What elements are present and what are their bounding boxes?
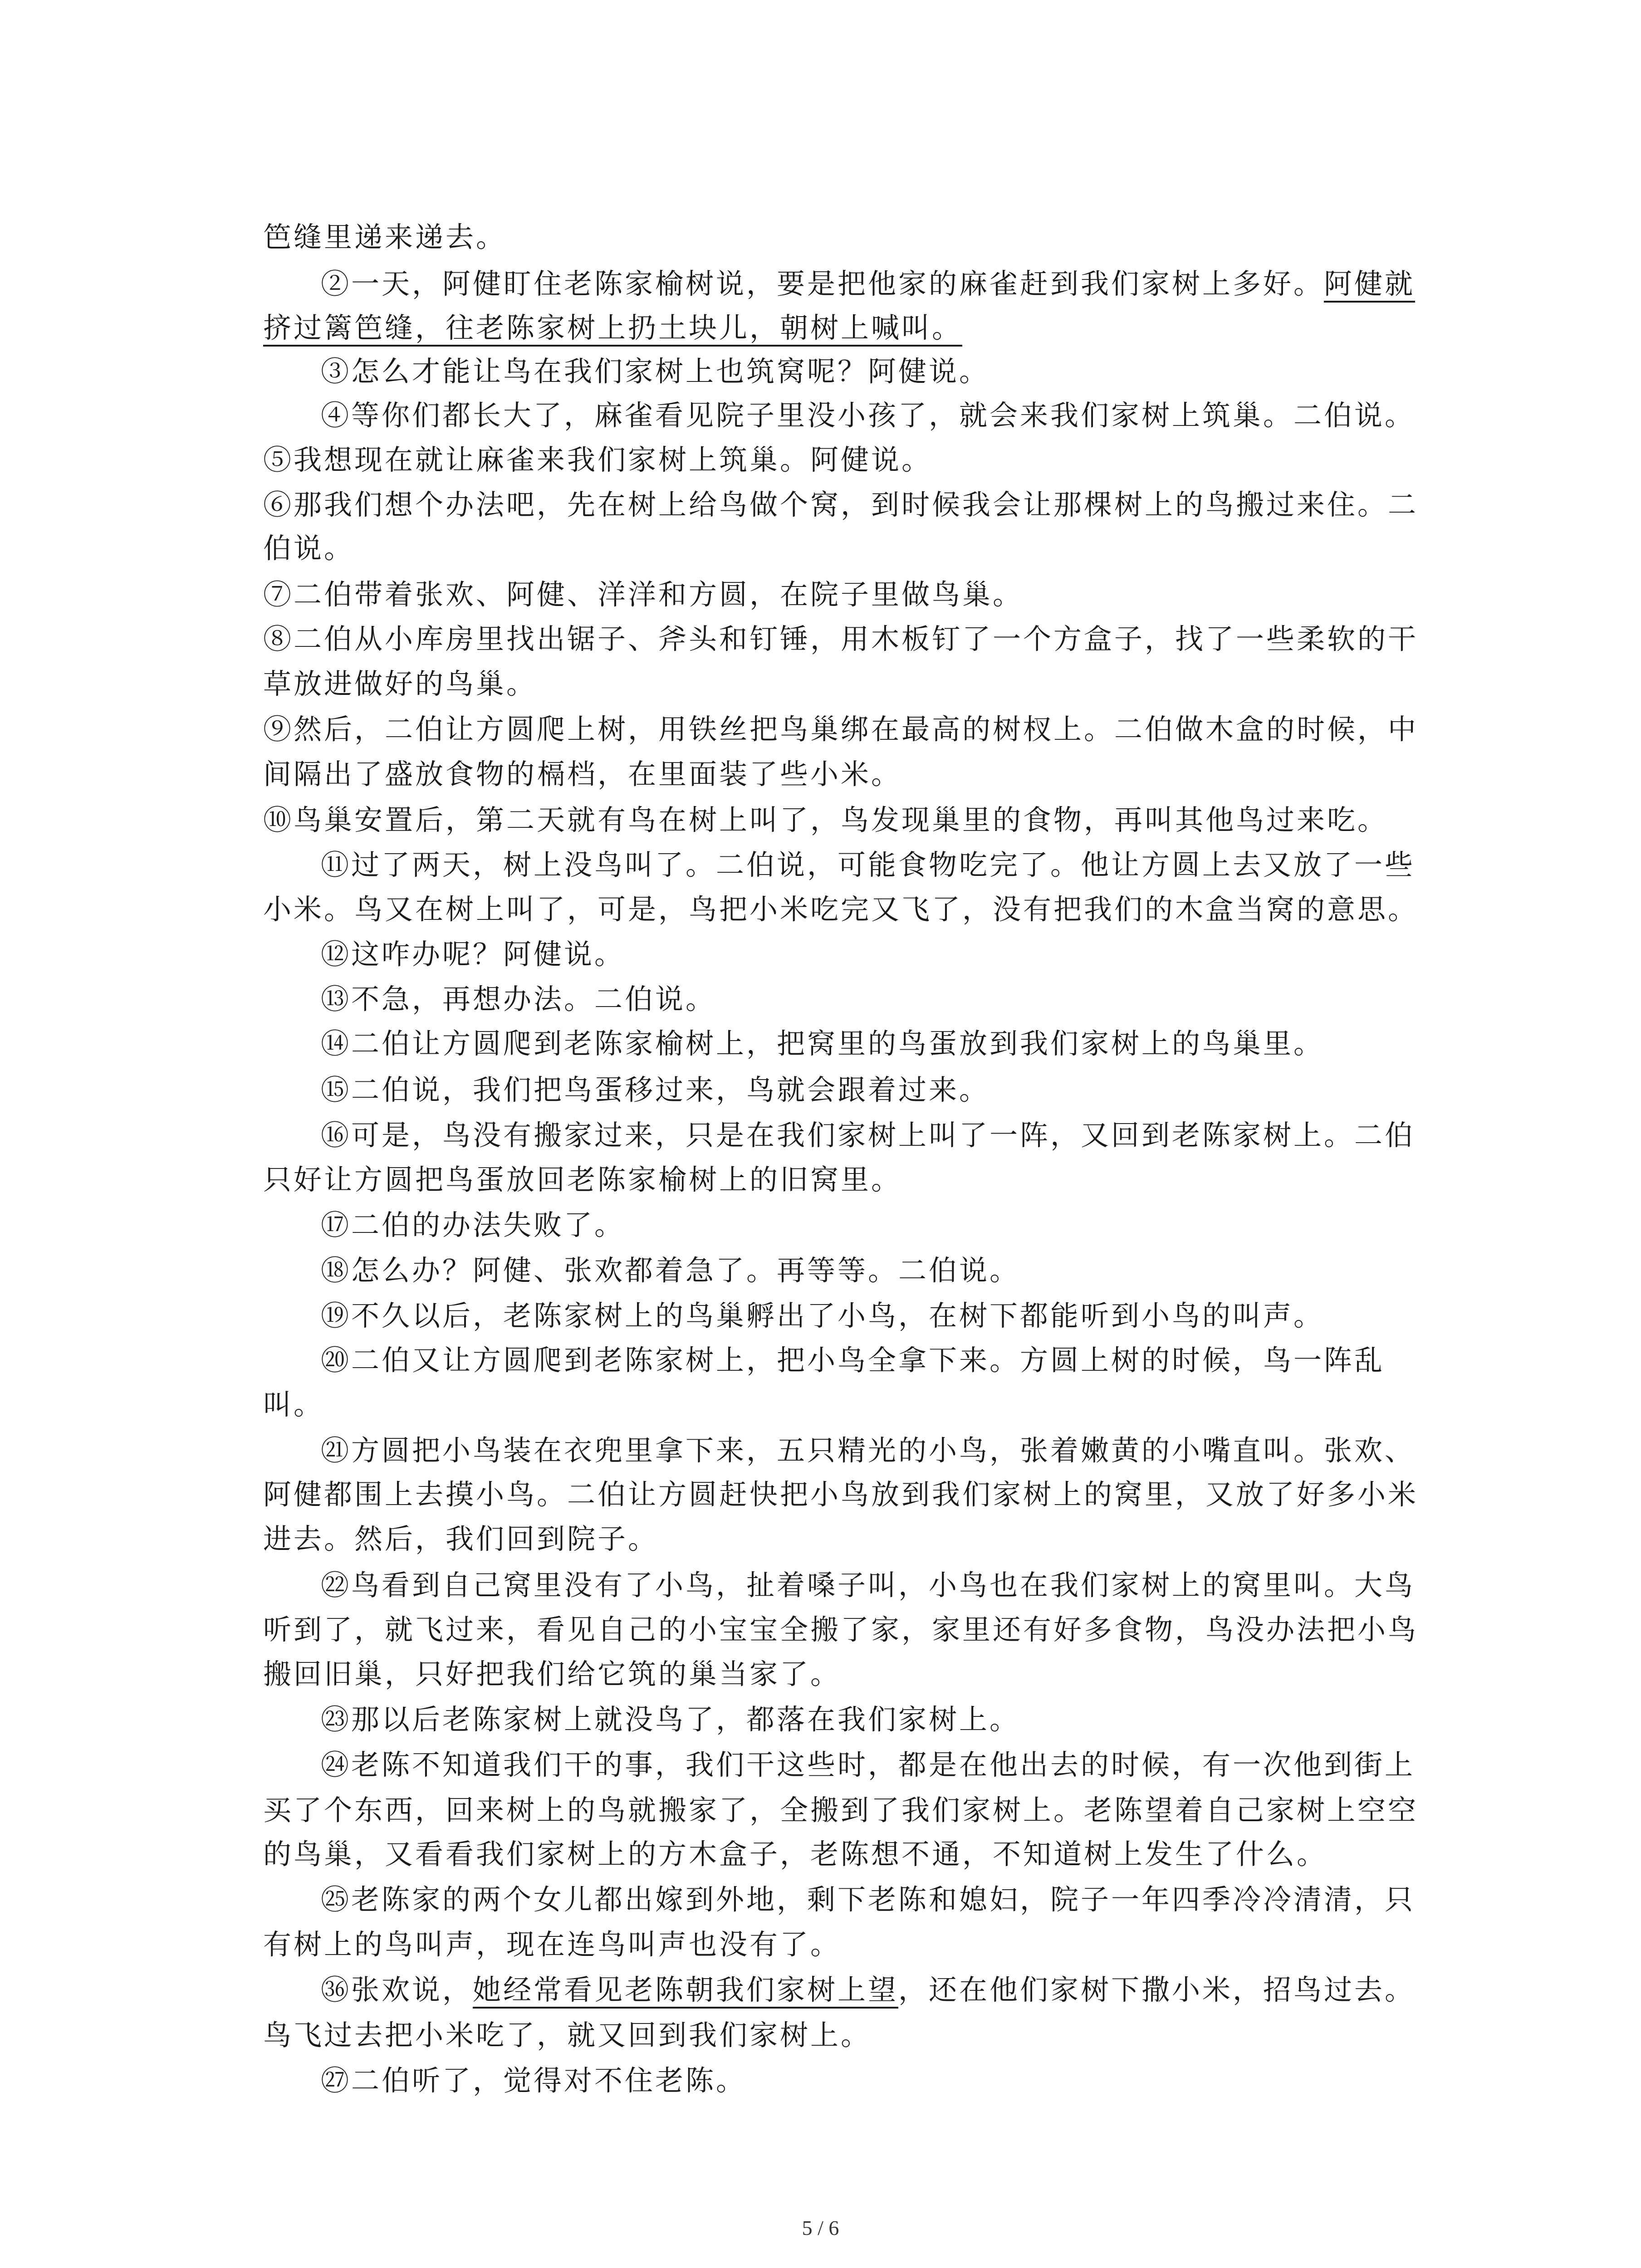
- text-line: 鸟飞过去把小米吃了，就又回到我们家树上。: [263, 2019, 872, 2052]
- underlined-text: 阿健就: [1324, 267, 1416, 300]
- text-line: ㉗二伯听了，觉得对不住老陈。: [321, 2064, 747, 2097]
- line-segment: ，还在他们家树下撒小米，招鸟过去。: [898, 1973, 1416, 2006]
- text-line: ⑧二伯从小库房里找出锯子、斧头和钉锤，用木板钉了一个方盒子，找了一些柔软的干: [263, 622, 1419, 655]
- text-line: ㉓那以后老陈家树上就没鸟了，都落在我们家树上。: [321, 1703, 1020, 1736]
- text-line: 间隔出了盛放食物的槅档，在里面装了些小米。: [263, 758, 902, 791]
- text-line: [321, 1973, 1416, 2006]
- line-segment: ㊱张欢说，: [321, 1973, 473, 2006]
- text-line: ⑩鸟巢安置后，第二天就有鸟在树上叫了，鸟发现巢里的食物，再叫其他鸟过来吃。: [263, 803, 1388, 836]
- text-line: ⑨然后，二伯让方圆爬上树，用铁丝把鸟巢绑在最高的树杈上。二伯做木盒的时候，中: [263, 713, 1419, 746]
- text-line: ④等你们都长大了，麻雀看见院子里没小孩了，就会来我们家树上筑巢。二伯说。: [321, 399, 1416, 432]
- text-line: ㉒鸟看到自己窝里没有了小鸟，扯着嗓子叫，小鸟也在我们家树上的窝里叫。大鸟: [321, 1569, 1416, 1602]
- text-line: ⑱怎么办？阿健、张欢都着急了。再等等。二伯说。: [321, 1254, 1020, 1287]
- text-line: 伯说。: [263, 532, 355, 565]
- text-line: ㉑方圆把小鸟装在衣兜里拿下来，五只精光的小鸟，张着嫩黄的小嘴直叫。张欢、: [321, 1434, 1416, 1467]
- text-line: 笆缝里递来递去。: [263, 220, 507, 254]
- text-line: [321, 267, 1416, 300]
- text-line: ⑲不久以后，老陈家树上的鸟巢孵出了小鸟，在树下都能听到小鸟的叫声。: [321, 1299, 1324, 1332]
- underlined-text: 她经常看见老陈朝我们家树上望: [473, 1973, 899, 2006]
- text-line: ⑤我想现在就让麻雀来我们家树上筑巢。阿健说。: [263, 443, 932, 476]
- text-line: 小米。鸟又在树上叫了，可是，鸟把小米吃完又飞了，没有把我们的木盒当窝的意思。: [263, 893, 1419, 926]
- page-number: 5 / 6: [802, 2216, 839, 2239]
- line-segment: ②一天，阿健盯住老陈家榆树说，要是把他家的麻雀赶到我们家树上多好。: [321, 267, 1324, 300]
- text-line: 有树上的鸟叫声，现在连鸟叫声也没有了。: [263, 1928, 841, 1961]
- text-line: 买了个东西，回来树上的鸟就搬家了，全搬到了我们家树上。老陈望着自己家树上空空: [263, 1794, 1419, 1827]
- text-line: 阿健都围上去摸小鸟。二伯让方圆赶快把小鸟放到我们家树上的窝里，又放了好多小米: [263, 1478, 1419, 1511]
- text-line: ㉕老陈家的两个女儿都出嫁到外地，剩下老陈和媳妇，院子一年四季冷冷清清，只: [321, 1883, 1416, 1916]
- text-line: ⑫这咋办呢？阿健说。: [321, 938, 625, 971]
- text-line: ⑭二伯让方圆爬到老陈家榆树上，把窝里的鸟蛋放到我们家树上的鸟巢里。: [321, 1027, 1324, 1060]
- text-line: ⑳二伯又让方圆爬到老陈家树上，把小鸟全拿下来。方圆上树的时候，鸟一阵乱: [321, 1344, 1385, 1377]
- text-line: ③怎么才能让鸟在我们家树上也筑窝呢？阿健说。: [321, 355, 990, 388]
- text-line: 只好让方圆把鸟蛋放回老陈家榆树上的旧窝里。: [263, 1163, 902, 1196]
- text-line: 听到了，就飞过来，看见自己的小宝宝全搬了家，家里还有好多食物，鸟没办法把小鸟: [263, 1613, 1419, 1646]
- text-line: ⑮二伯说，我们把鸟蛋移过来，鸟就会跟着过来。: [321, 1073, 990, 1106]
- text-line: ⑦二伯带着张欢、阿健、洋洋和方圆，在院子里做鸟巢。: [263, 578, 1024, 611]
- text-line: ⑯可是，鸟没有搬家过来，只是在我们家树上叫了一阵，又回到老陈家树上。二伯: [321, 1119, 1416, 1152]
- underlined-text: 挤过篱笆缝，往老陈家树上扔土块儿，朝树上喊叫。: [263, 311, 963, 344]
- text-line: ⑬不急，再想办法。二伯说。: [321, 982, 716, 1016]
- text-line: 草放进做好的鸟巢。: [263, 667, 537, 700]
- text-line: ⑪过了两天，树上没鸟叫了。二伯说，可能食物吃完了。他让方圆上去又放了一些: [321, 848, 1416, 881]
- text-line: 叫。: [263, 1388, 324, 1421]
- text-line: ⑥那我们想个办法吧，先在树上给鸟做个窝，到时候我会让那棵树上的鸟搬过来住。二: [263, 488, 1419, 521]
- text-line: 进去。然后，我们回到院子。: [263, 1522, 659, 1555]
- text-line: 的鸟巢，又看看我们家树上的方木盒子，老陈想不通，不知道树上发生了什么。: [263, 1838, 1327, 1871]
- text-line: ⑰二伯的办法失败了。: [321, 1208, 625, 1242]
- text-line: 搬回旧巢，只好把我们给它筑的巢当家了。: [263, 1657, 841, 1691]
- text-line: ㉔老陈不知道我们干的事，我们干这些时，都是在他出去的时候，有一次他到街上: [321, 1748, 1416, 1781]
